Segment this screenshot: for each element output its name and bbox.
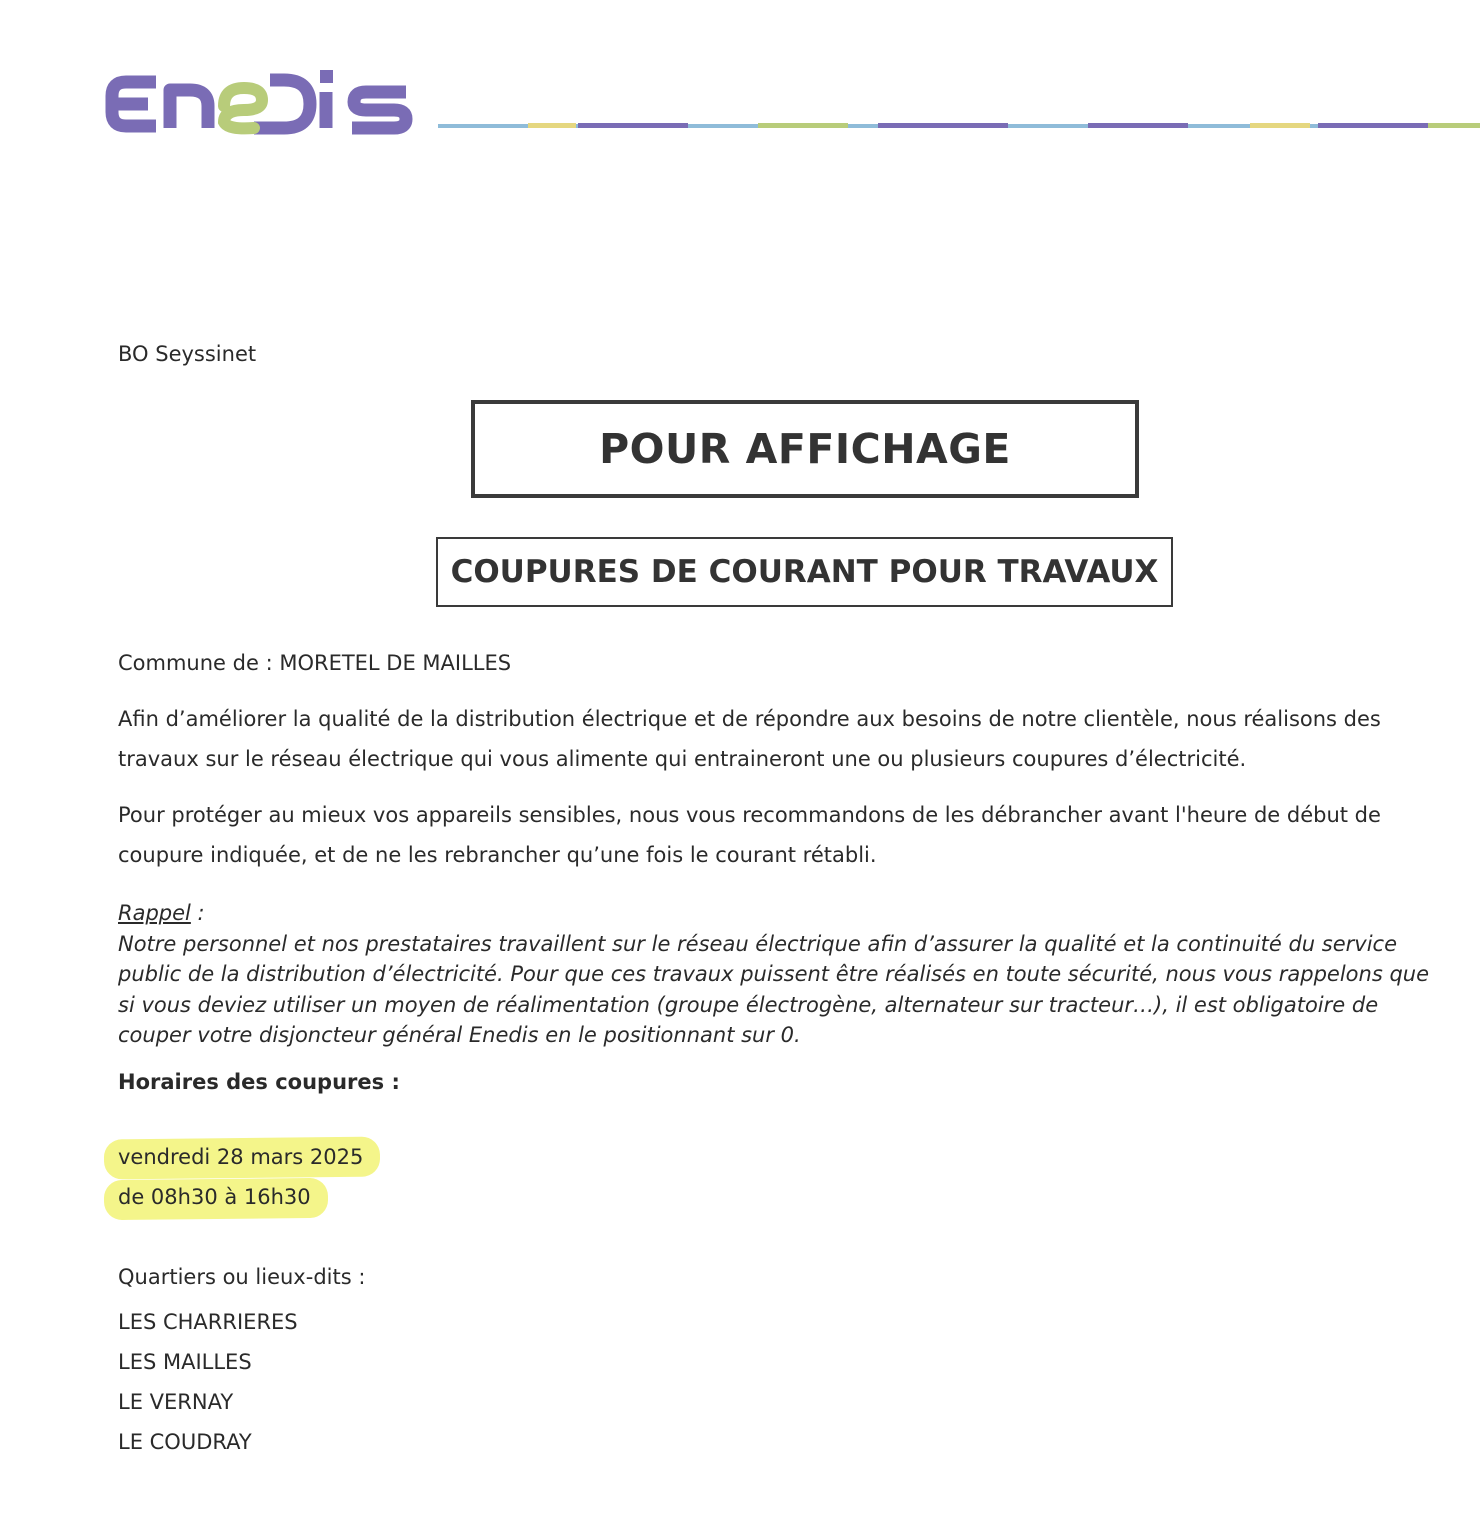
title-secondary: COUPURES DE COURANT POUR TRAVAUX xyxy=(450,554,1159,590)
schedule-time: de 08h30 à 16h30 xyxy=(118,1185,311,1209)
place-item: LE COUDRAY xyxy=(118,1430,252,1454)
sender: BO Seyssinet xyxy=(118,342,257,366)
schedule-title: Horaires des coupures : xyxy=(118,1070,400,1094)
place-item: LE VERNAY xyxy=(118,1390,234,1414)
places-list xyxy=(118,1302,298,1462)
title-box-primary xyxy=(471,400,1139,498)
paragraph-advice: Pour protéger au mieux vos appareils sensibles, nous vous recommandons de les débrancher avant l'heure de début de coupure indiquée, et de ne les rebrancher qu’une fois le courant rétabli. xyxy=(118,803,1381,867)
header-rule xyxy=(438,122,1480,130)
title-primary: POUR AFFICHAGE xyxy=(599,425,1011,473)
places-title: Quartiers ou lieux-dits : xyxy=(118,1265,366,1289)
paragraph-intro: Afin d’améliorer la qualité de la distribution électrique et de répondre aux besoins de notre clientèle, nous réalisons des travaux sur le réseau électrique qui vous alimente qui entraineront une ou plusieurs coupures d’électricité. xyxy=(118,707,1381,771)
reminder-block xyxy=(118,898,1448,1051)
place-item: LES CHARRIERES xyxy=(118,1310,298,1334)
reminder-colon: : xyxy=(190,901,205,925)
commune-name: MORETEL DE MAILLES xyxy=(279,651,512,675)
schedule-date: vendredi 28 mars 2025 xyxy=(118,1145,364,1169)
commune-line xyxy=(118,649,511,677)
place-item: LES MAILLES xyxy=(118,1350,252,1374)
title-box-secondary xyxy=(436,537,1173,607)
commune-label: Commune de : xyxy=(118,651,280,675)
enedis-logo xyxy=(104,66,416,140)
reminder-text: Notre personnel et nos prestataires travaillent sur le réseau électrique afin d’assurer la qualité et la continuité du service public de la distribution d’électricité. Pour que ces travaux puissent être réalisés en toute sécurité, nous vous rappelons que si vous deviez utiliser un moyen de réalimentation (groupe électrogène, alternateur sur tracteur…), il est obligatoire de couper votre disjoncteur général Enedis en le positionnant sur 0. xyxy=(118,931,1430,1047)
reminder-title: Rappel xyxy=(118,901,191,925)
